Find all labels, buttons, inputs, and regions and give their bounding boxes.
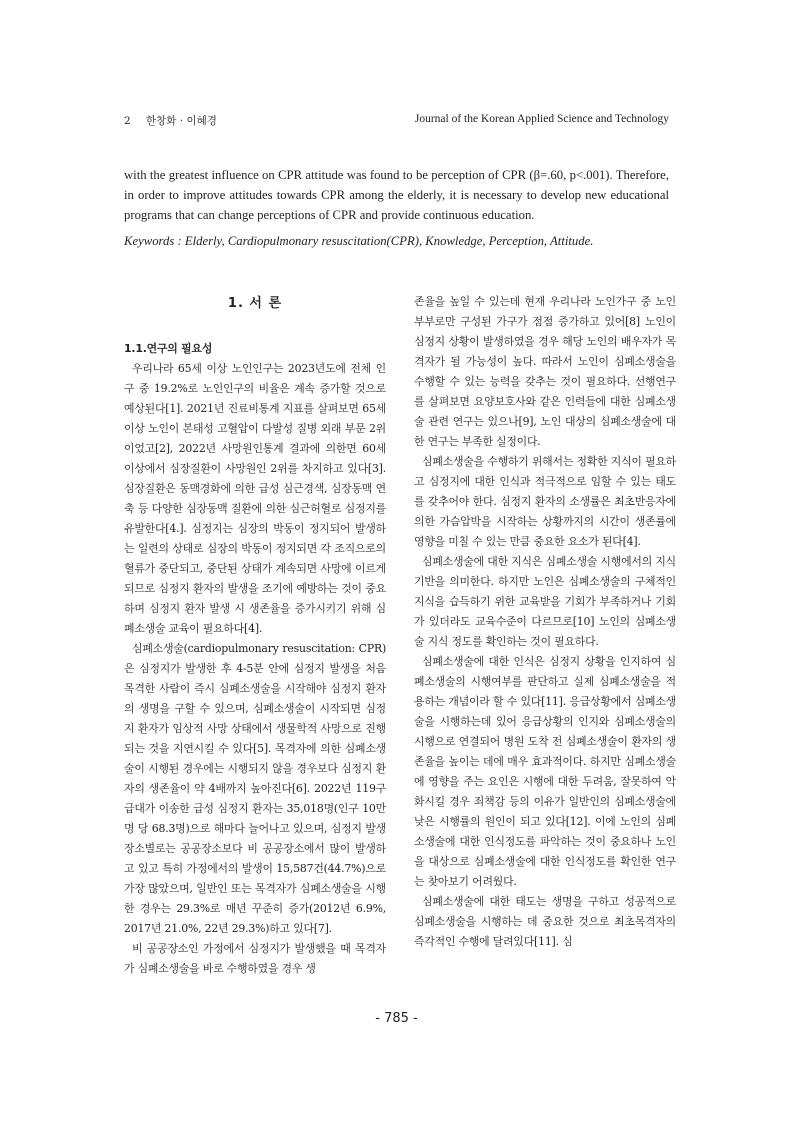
section-title: 1. 서 론 (227, 296, 283, 311)
author-names: 한창화 · 이혜경 (146, 115, 217, 127)
paragraph: 심폐소생술에 대한 인식은 심정지 상황을 인지하여 심폐소생술의 시행여부를 판단하고 실제 심폐소생술을 적용하는 개념이라 할 수 있다[11]. 응급상황에서 심폐소생술을 시행하는데 있어 응급상황의 인지와 심폐소생술의 시행으로 연결되어 병원 도착 전 심폐소생술이 환자의 생존율을 높이는 데에 매우 효과적이다. 하지만 심폐소생술에 영향을 주는 요인은 시행에 대한 두려움, 잘못하여 악화시킬 경우 죄책감 등의 이유가 일반인의 심폐소생술에 낮은 시행률의 원인이 되고 있다[12]. 이에 노인의 심폐소생술에 대한 인식정도를 파악하는 것이 중요하나 노인을 대상으로 심폐소생술에 대한 인식정도를 확인한 연구는 찾아보기 어려웠다. (414, 655, 676, 888)
paragraph: 심폐소생술에 대한 지식은 심폐소생술 시행에서의 지식기반을 의미한다. 하지만 노인은 심폐소생술의 구체적인 지식을 습득하기 위한 교육받을 기회가 부족하거나 기회가 있더라도 교육수준이 다르므로[10] 노인의 심폐소생술 지식 정도를 확인하는 것이 필요하다. (414, 555, 676, 648)
paragraph: 심폐소생술을 수행하기 위해서는 정확한 지식이 필요하고 심정지에 대한 인식과 적극적으로 임할 수 있는 태도를 갖추어야 한다. 심정지 환자의 소생률은 최초반응자에 의한 가슴압박을 시작하는 상황까지의 시간이 생존률에 영향을 미칠 수 있는 만큼 중요한 요소가 된다[4]. (414, 455, 676, 548)
page-number: 2 (124, 115, 131, 127)
page-footer: - 785 - (375, 1011, 418, 1026)
keywords: Keywords : Elderly, Cardiopulmonary resuscitation(CPR), Knowledge, Perception, Attitude. (124, 234, 594, 248)
left-column (124, 292, 386, 979)
paragraph: 존율을 높일 수 있는데 현재 우리나라 노인가구 중 노인 부부로만 구성된 가구가 점점 증가하고 있어[8] 노인이 심정지 상황이 발생하였을 경우 해당 노인의 배우자가 목격자가 될 가능성이 높다. 따라서 노인이 심폐소생술을 수행할 수 있는 능력을 갖추는 것이 필요하다. 선행연구를 살펴보면 요양보호사와 같은 인력들에 대한 심폐소생술 관련 연구는 있으나[9], 노인 대상의 심폐소생술에 대한 연구는 부족한 실정이다. (414, 295, 676, 448)
paragraph: 심폐소생술(cardiopulmonary resuscitation: CPR)은 심정지가 발생한 후 4-5분 안에 심정지 발생을 처음 목격한 사람이 즉시 심폐소생술을 시작해야 심정지 환자의 생명을 구할 수 있으며, 심폐소생술이 시작되면 심정지 환자가 임상적 사망 상태에서 생물학적 사망으로 진행되는 것을 지연시킬 수 있다[5]. 목격자에 의한 심폐소생술이 시행된 경우에는 시행되지 않을 경우보다 심정지 환자의 생존율이 약 4배까지 높아진다[6]. 2022년 119구급대가 이송한 급성 심정지 환자는 35,018명(인구 10만 명 당 68.3명)으로 해마다 늘어나고 있으며, 심정지 발생 장소별로는 공공장소보다 비 공공장소에서 많이 발생하고 있고 특히 가정에서의 발생이 15,587건(44.7%)으로 가장 많았으며, 일반인 또는 목격자가 심폐소생술을 시행한 경우는 29.3%로 매년 꾸준히 증가(2012년 6.9%, 2017년 21.0%, 22년 29.3%)하고 있다[7]. (124, 642, 386, 935)
subsection-title: 1.1.연구의 필요성 (124, 342, 213, 355)
journal-name: Journal of the Korean Applied Science and Technology (414, 113, 669, 125)
header-left (124, 113, 217, 128)
abstract-text: with the greatest influence on CPR attitude was found to be perception of CPR (β=.60, p<.001). Therefore, in order to improve attitudes towards CPR among the elderly, it is necessary to develop new educational programs that can change perceptions of CPR and provide continuous education. (124, 168, 669, 222)
paragraph: 우리나라 65세 이상 노인인구는 2023년도에 전체 인구 중 19.2%로 노인인구의 비율은 계속 증가할 것으로 예상된다[1]. 2021년 진료비통계 지표를 살펴보면 65세 이상 노인이 본태성 고혈압이 다발성 질병 외래 부문 2위이었고[2], 2022년 사망원인통계 결과에 의한면 60세 이상에서 심장질환이 사망원인 2위를 차지하고 있다[3]. 심장질환은 동맥경화에 의한 급성 심근경색, 심장동맥 연축 등 다양한 심장동맥 질환에 의한 심근허혈로 심정지를 유발한다[4.]. 심정지는 심장의 박동이 정지되어 발생하는 일련의 상태로 심장의 박동이 정지되면 각 조직으로의 혈류가 중단되고, 중단된 상태가 계속되면 사망에 이르게 되므로 심정지 환자의 발생을 조기에 예방하는 것이 중요하며 심정지 환자 발생 시 생존율을 증가시키기 위해 심폐소생술 교육이 필요하다[4]. (124, 362, 386, 635)
paragraph: 비 공공장소인 가정에서 심정지가 발생했을 때 목격자가 심폐소생술을 바로 수행하였을 경우 생 (124, 942, 386, 975)
page-header (124, 113, 669, 127)
paragraph: 심폐소생술에 대한 태도는 생명을 구하고 성공적으로 심폐소생술을 시행하는 데 중요한 것으로 최초목격자의 즉각적인 수행에 달려있다[11]. 심 (414, 895, 676, 948)
right-column (414, 292, 676, 952)
